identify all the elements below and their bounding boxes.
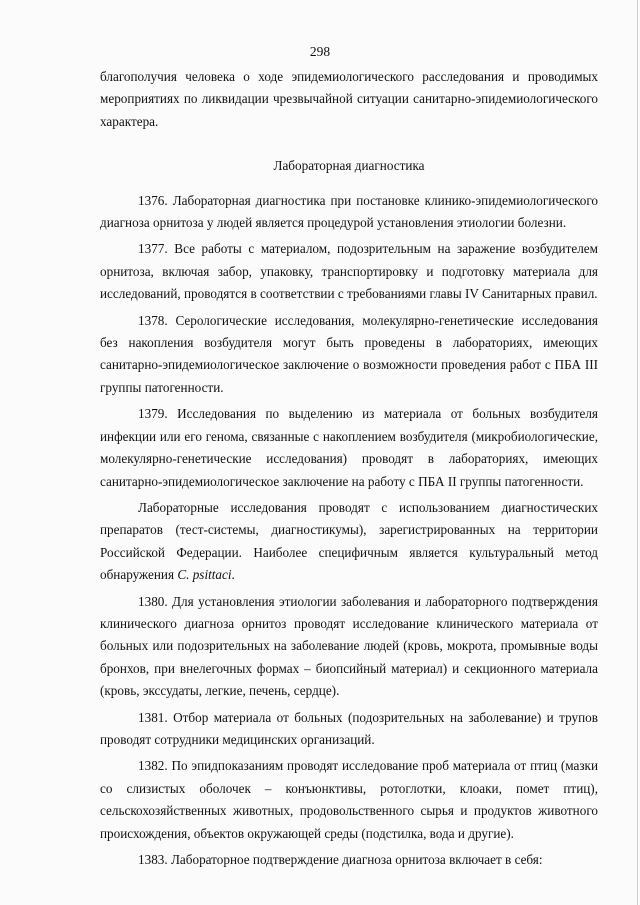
paragraph-1381: 1381. Отбор материала от больных (подозрительных на заболевание) и трупов проводят сотрудники медицинских организаций. bbox=[100, 709, 598, 747]
document-body bbox=[100, 66, 598, 871]
paragraph-1379: 1379. Исследования по выделению из материала от больных возбудителя инфекции или его генома, связанные с накоплением возбудителя (микробиологические, молекулярно-генетические исследования) проводят в лабораториях, имеющих санитарно-эпидемиологическое заключение на работу с ПБА II группы патогенности. bbox=[100, 406, 598, 489]
lab-methods-period: . bbox=[231, 567, 235, 583]
lab-methods-text: Лабораторные исследования проводят с использованием диагностических препаратов (тест-системы, диагностикумы), зарегистрированных на территории Российской Федерации. Наиболее специфичным является культуральный метод обнаружения bbox=[100, 499, 598, 583]
paragraph-1377: 1377. Все работы с материалом, подозрительным на заражение возбудителем орнитоза, включая забор, упаковку, транспортировку и подготовку материала для исследований, проводятся в соответствии с требованиями главы IV Санитарных правил. bbox=[100, 241, 598, 302]
species-name: C. psittaci bbox=[177, 567, 232, 583]
paragraph-1380: 1380. Для установления этиологии заболевания и лабораторного подтверждения клинического диагноза орнитоз проводят исследование клинического материала от больных или подозрительных на заболевание людей (кровь, мокрота, промывные воды бронхов, при внелегочных формах – биопсийный материал) и секционного материала (кровь, экссудаты, легкие, печень, сердце). bbox=[100, 593, 598, 699]
intro-paragraph: благополучия человека о ходе эпидемиологического расследования и проводимых мероприятиях по ликвидации чрезвычайной ситуации санитарно-эпидемиологического характера. bbox=[100, 69, 598, 129]
paragraph-1378: 1378. Серологические исследования, молекулярно-генетические исследования без накопления возбудителя могут быть проведены в лабораториях, имеющих санитарно-эпидемиологическое заключение о возможности проведения работ с ПБА III группы патогенности. bbox=[100, 312, 598, 395]
paragraph-1383: 1383. Лабораторное подтверждение диагноза орнитоза включает в себя: bbox=[138, 852, 543, 867]
scan-edge bbox=[637, 0, 638, 905]
paragraph-1376: 1376. Лабораторная диагностика при постановке клинико-эпидемиологического диагноза орнитоза у людей является процедурой установления этиологии болезни. bbox=[100, 192, 598, 231]
page-number: 298 bbox=[309, 44, 331, 59]
paragraph-lab-methods bbox=[100, 497, 598, 587]
paragraph-1382: 1382. По эпидпоказаниям проводят исследование проб материала от птиц (мазки со слизистых оболочек – конъюнктивы, ротоглотки, клоаки, помет птиц), сельскохозяйственных животных, продовольственного сырья и продуктов животного происхождения, объектов окружающей среды (подстилка, вода и другие). bbox=[100, 758, 598, 841]
section-heading: Лабораторная диагностика bbox=[273, 158, 425, 174]
